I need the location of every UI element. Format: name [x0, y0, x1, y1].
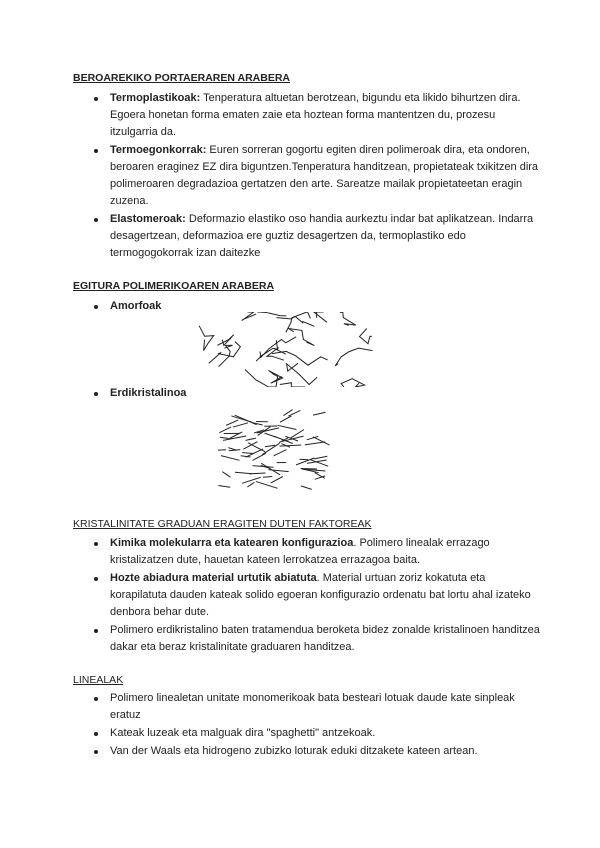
chain-line — [248, 443, 265, 452]
heading-heat-behavior: BEROAREKIKO PORTAERAREN ARABERA — [73, 72, 291, 84]
term: Hozte abiadura material urtutik abiatuta — [110, 572, 317, 584]
chain-line — [233, 423, 248, 427]
chain-line — [260, 337, 296, 358]
chain-line — [313, 437, 330, 445]
list-item — [92, 690, 542, 724]
definition: . Polimero linealak errazago kristalizatzen dute, hauetan kateen lerrokatzea errazagoa baita. — [110, 537, 490, 566]
chain-line — [276, 317, 314, 327]
chain-line — [301, 486, 312, 490]
chain-line — [307, 436, 318, 440]
term: Termoegonkorrak: — [110, 144, 207, 156]
definition: Deformazio elastiko oso handia aurkeztu indar bat aplikatzean. Indarra desagertzean, deformazioa ere guztiz desagertzen da, termoplastiko edo termogogokorrak izan daitezke — [110, 213, 534, 259]
chain-line — [268, 370, 282, 383]
chain-line — [278, 425, 297, 429]
chain-line — [313, 412, 326, 415]
definition: Polimero erdikristalino baten tratamendua beroketa bidez zonalde kristalinoen handitzea dakar eta beraz kristalinitate graduaren handitzea. — [110, 624, 540, 653]
chain-line — [340, 312, 356, 325]
amorphous-structure-image — [195, 312, 380, 387]
chain-line — [269, 470, 289, 472]
chain-line — [280, 416, 291, 422]
chain-line — [263, 477, 272, 478]
chain-line — [272, 351, 328, 365]
chain-line — [247, 482, 254, 487]
chain-line — [235, 472, 252, 473]
term: Elastomeroak: — [110, 213, 186, 225]
chain-line — [262, 443, 279, 454]
definition: Van der Waals eta hidrogeno zubizko loturak eduki ditzakete kateen artean. — [110, 745, 478, 757]
chain-line — [335, 348, 372, 366]
chain-line — [246, 438, 256, 440]
list-item — [92, 535, 542, 569]
chain-line — [219, 427, 231, 433]
chain-line — [253, 453, 266, 460]
semicrystalline-structure-image — [198, 405, 333, 497]
chain-line — [220, 437, 229, 438]
definition: Kateak luzeak eta malguak dira "spaghetti" antzekoak. — [110, 727, 376, 739]
list-item — [92, 211, 542, 262]
list-item — [92, 743, 542, 760]
term: Amorfoak — [110, 300, 162, 312]
chain-line — [222, 472, 230, 478]
heat-behavior-list — [92, 90, 542, 263]
definition: Euren sorreran gogortu egiten diren polimeroak dira, eta ondoren, beroaren eraginez EZ dira biguntzen.Tenperatura handitzean, propietateak txikitzen dira polimeroaren degradazioa gertatzen den arte. Sareatze mailak propietateetan eragin zuzena. — [110, 144, 539, 207]
chain-line — [226, 420, 238, 425]
semicrystalline-list — [92, 385, 542, 403]
chain-line — [307, 460, 327, 463]
chain-line — [287, 363, 318, 384]
term: Erdikristalinoa — [110, 387, 187, 399]
chain-line — [199, 326, 214, 351]
chain-line — [265, 445, 275, 447]
list-item — [92, 142, 542, 210]
chain-line — [242, 453, 253, 454]
chain-line — [314, 456, 327, 459]
term: Termoplastikoak: — [110, 92, 201, 104]
chain-line — [242, 312, 256, 321]
definition: . Material urtuan zoriz kokatuta eta korapilatuta dauden kateak solido egoeran konfigurazio ordenatu bat lortu ahal izateko denbora behar dute. — [110, 572, 531, 618]
list-item — [92, 90, 542, 141]
chain-line — [257, 312, 286, 316]
chain-line — [360, 329, 372, 344]
heading-crystallinity-factors: KRISTALINITATE GRADUAN ERAGITEN DUTEN FAKTOREAK — [73, 518, 372, 530]
chain-line — [221, 456, 240, 461]
crystallinity-factors-list — [92, 535, 542, 657]
chain-line — [280, 445, 302, 446]
chain-line — [218, 485, 230, 487]
heading-polymer-structure: EGITURA POLIMERIKOAREN ARABERA — [73, 280, 275, 292]
chain-line — [271, 477, 283, 483]
chain-line — [274, 450, 287, 456]
chain-line — [256, 481, 278, 488]
chain-line — [314, 312, 327, 322]
term: Kimika molekularra eta katearen konfigurazioa — [110, 537, 354, 549]
chain-line — [305, 442, 325, 445]
chain-line — [217, 335, 233, 346]
list-item — [92, 385, 542, 402]
linear-list — [92, 690, 542, 761]
chain-line — [243, 442, 257, 449]
chain-line — [288, 329, 314, 346]
list-item — [92, 725, 542, 742]
list-item — [92, 622, 542, 656]
definition: Tenperatura altuetan berotzean, bigundu eta likido bihurtzen dira. Egoera honetan forma ematen zaie eta hoztean forma mantentzen du, prozesu itzulgarria da. — [110, 92, 521, 138]
list-item — [92, 570, 542, 621]
heading-linear: LINEALAK — [73, 674, 124, 686]
definition: Polimero linealetan unitate monomerikoak bata besteari lotuak daude kate sinpleak eratuz — [110, 692, 515, 721]
